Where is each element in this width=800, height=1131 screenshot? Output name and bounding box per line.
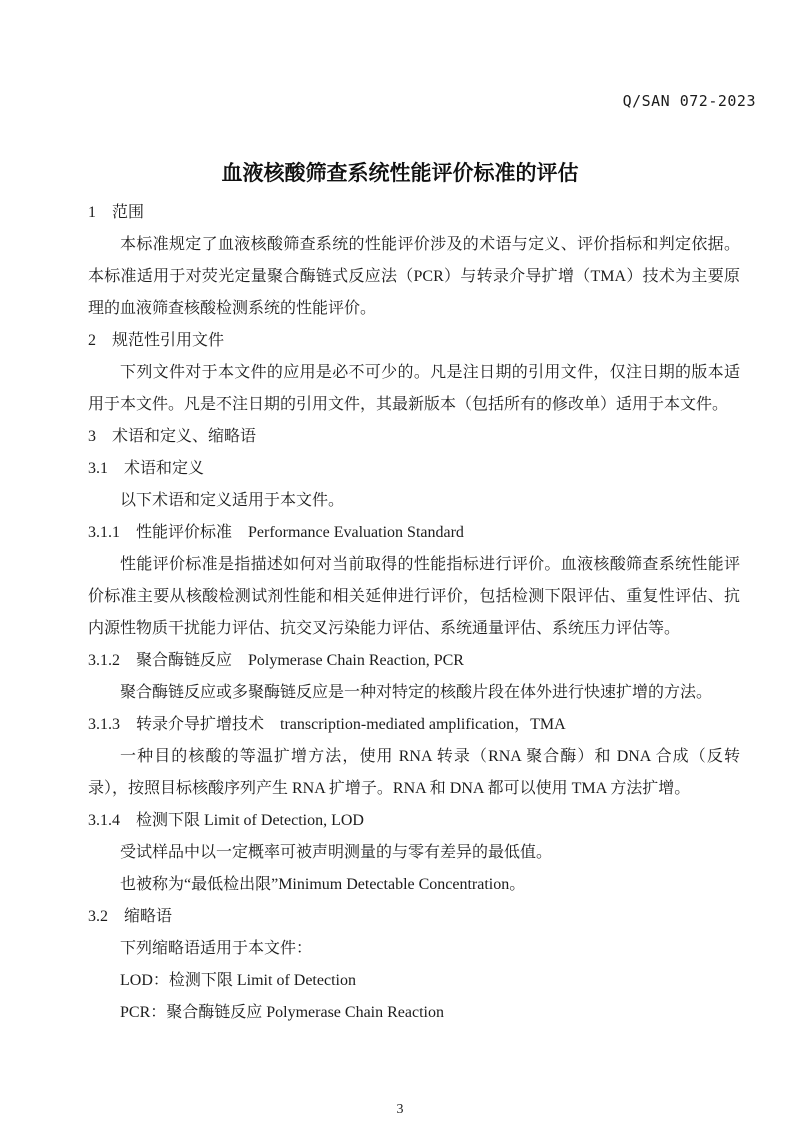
doc-paragraph: 聚合酶链反应或多聚酶链反应是一种对特定的核酸片段在体外进行快速扩增的方法。 — [120, 684, 713, 701]
doc-paragraph: 以下术语和定义适用于本文件。 — [120, 492, 345, 509]
doc-section-heading: 2 规范性引用文件 — [88, 332, 225, 349]
doc-paragraph: 受试样品中以一定概率可被声明测量的与零有差异的最低值。 — [120, 844, 553, 861]
doc-paragraph: 也被称为“最低检出限”Minimum Detectable Concentration。 — [120, 876, 526, 893]
doc-paragraph: LOD：检测下限 Limit of Detection — [120, 972, 356, 989]
doc-section-heading: 3.2 缩略语 — [88, 908, 173, 925]
doc-paragraph: 性能评价标准是指描述如何对当前取得的性能指标进行评价。血液核酸筛查系统性能评价标准主要从核酸检测试剂性能和相关延伸进行评价，包括检测下限评估、重复性评估、抗内源性物质干扰能力评估、抗交叉污染能力评估、系统通量评估、系统压力评估等。 — [88, 556, 740, 637]
page-number: 3 — [396, 1102, 404, 1117]
doc-paragraph: 本标准规定了血液核酸筛查系统的性能评价涉及的术语与定义、评价指标和判定依据。本标准适用于对荧光定量聚合酶链式反应法（PCR）与转录介导扩增（TMA）技术为主要原理的血液筛查核酸检测系统的性能评价。 — [88, 236, 740, 317]
doc-code: Q/SAN 072-2023 — [622, 92, 756, 110]
doc-paragraph: 一种目的核酸的等温扩增方法，使用 RNA 转录（RNA 聚合酶）和 DNA 合成（反转录），按照目标核酸序列产生 RNA 扩增子。RNA 和 DNA 都可以使用 TMA 方法扩增。 — [88, 748, 740, 797]
doc-section-heading: 3.1 术语和定义 — [88, 460, 205, 477]
doc-section-heading: 3.1.1 性能评价标准 Performance Evaluation Standard — [88, 524, 464, 541]
doc-paragraph: PCR：聚合酶链反应 Polymerase Chain Reaction — [120, 1004, 444, 1021]
doc-section-heading: 3.1.4 检测下限 Limit of Detection, LOD — [88, 812, 364, 829]
page-title: 血液核酸筛查系统性能评价标准的评估 — [221, 161, 579, 185]
doc-section-heading: 3.1.2 聚合酶链反应 Polymerase Chain Reaction, PCR — [88, 652, 464, 669]
doc-body — [88, 197, 740, 1029]
doc-section-heading: 3 术语和定义、缩略语 — [88, 428, 257, 445]
doc-paragraph: 下列缩略语适用于本文件： — [120, 940, 313, 957]
doc-section-heading: 3.1.3 转录介导扩增技术 transcription-mediated amplification，TMA — [88, 716, 566, 733]
doc-paragraph: 下列文件对于本文件的应用是必不可少的。凡是注日期的引用文件，仅注日期的版本适用于本文件。凡是不注日期的引用文件，其最新版本（包括所有的修改单）适用于本文件。 — [88, 364, 740, 413]
doc-section-heading: 1 范围 — [88, 204, 145, 221]
